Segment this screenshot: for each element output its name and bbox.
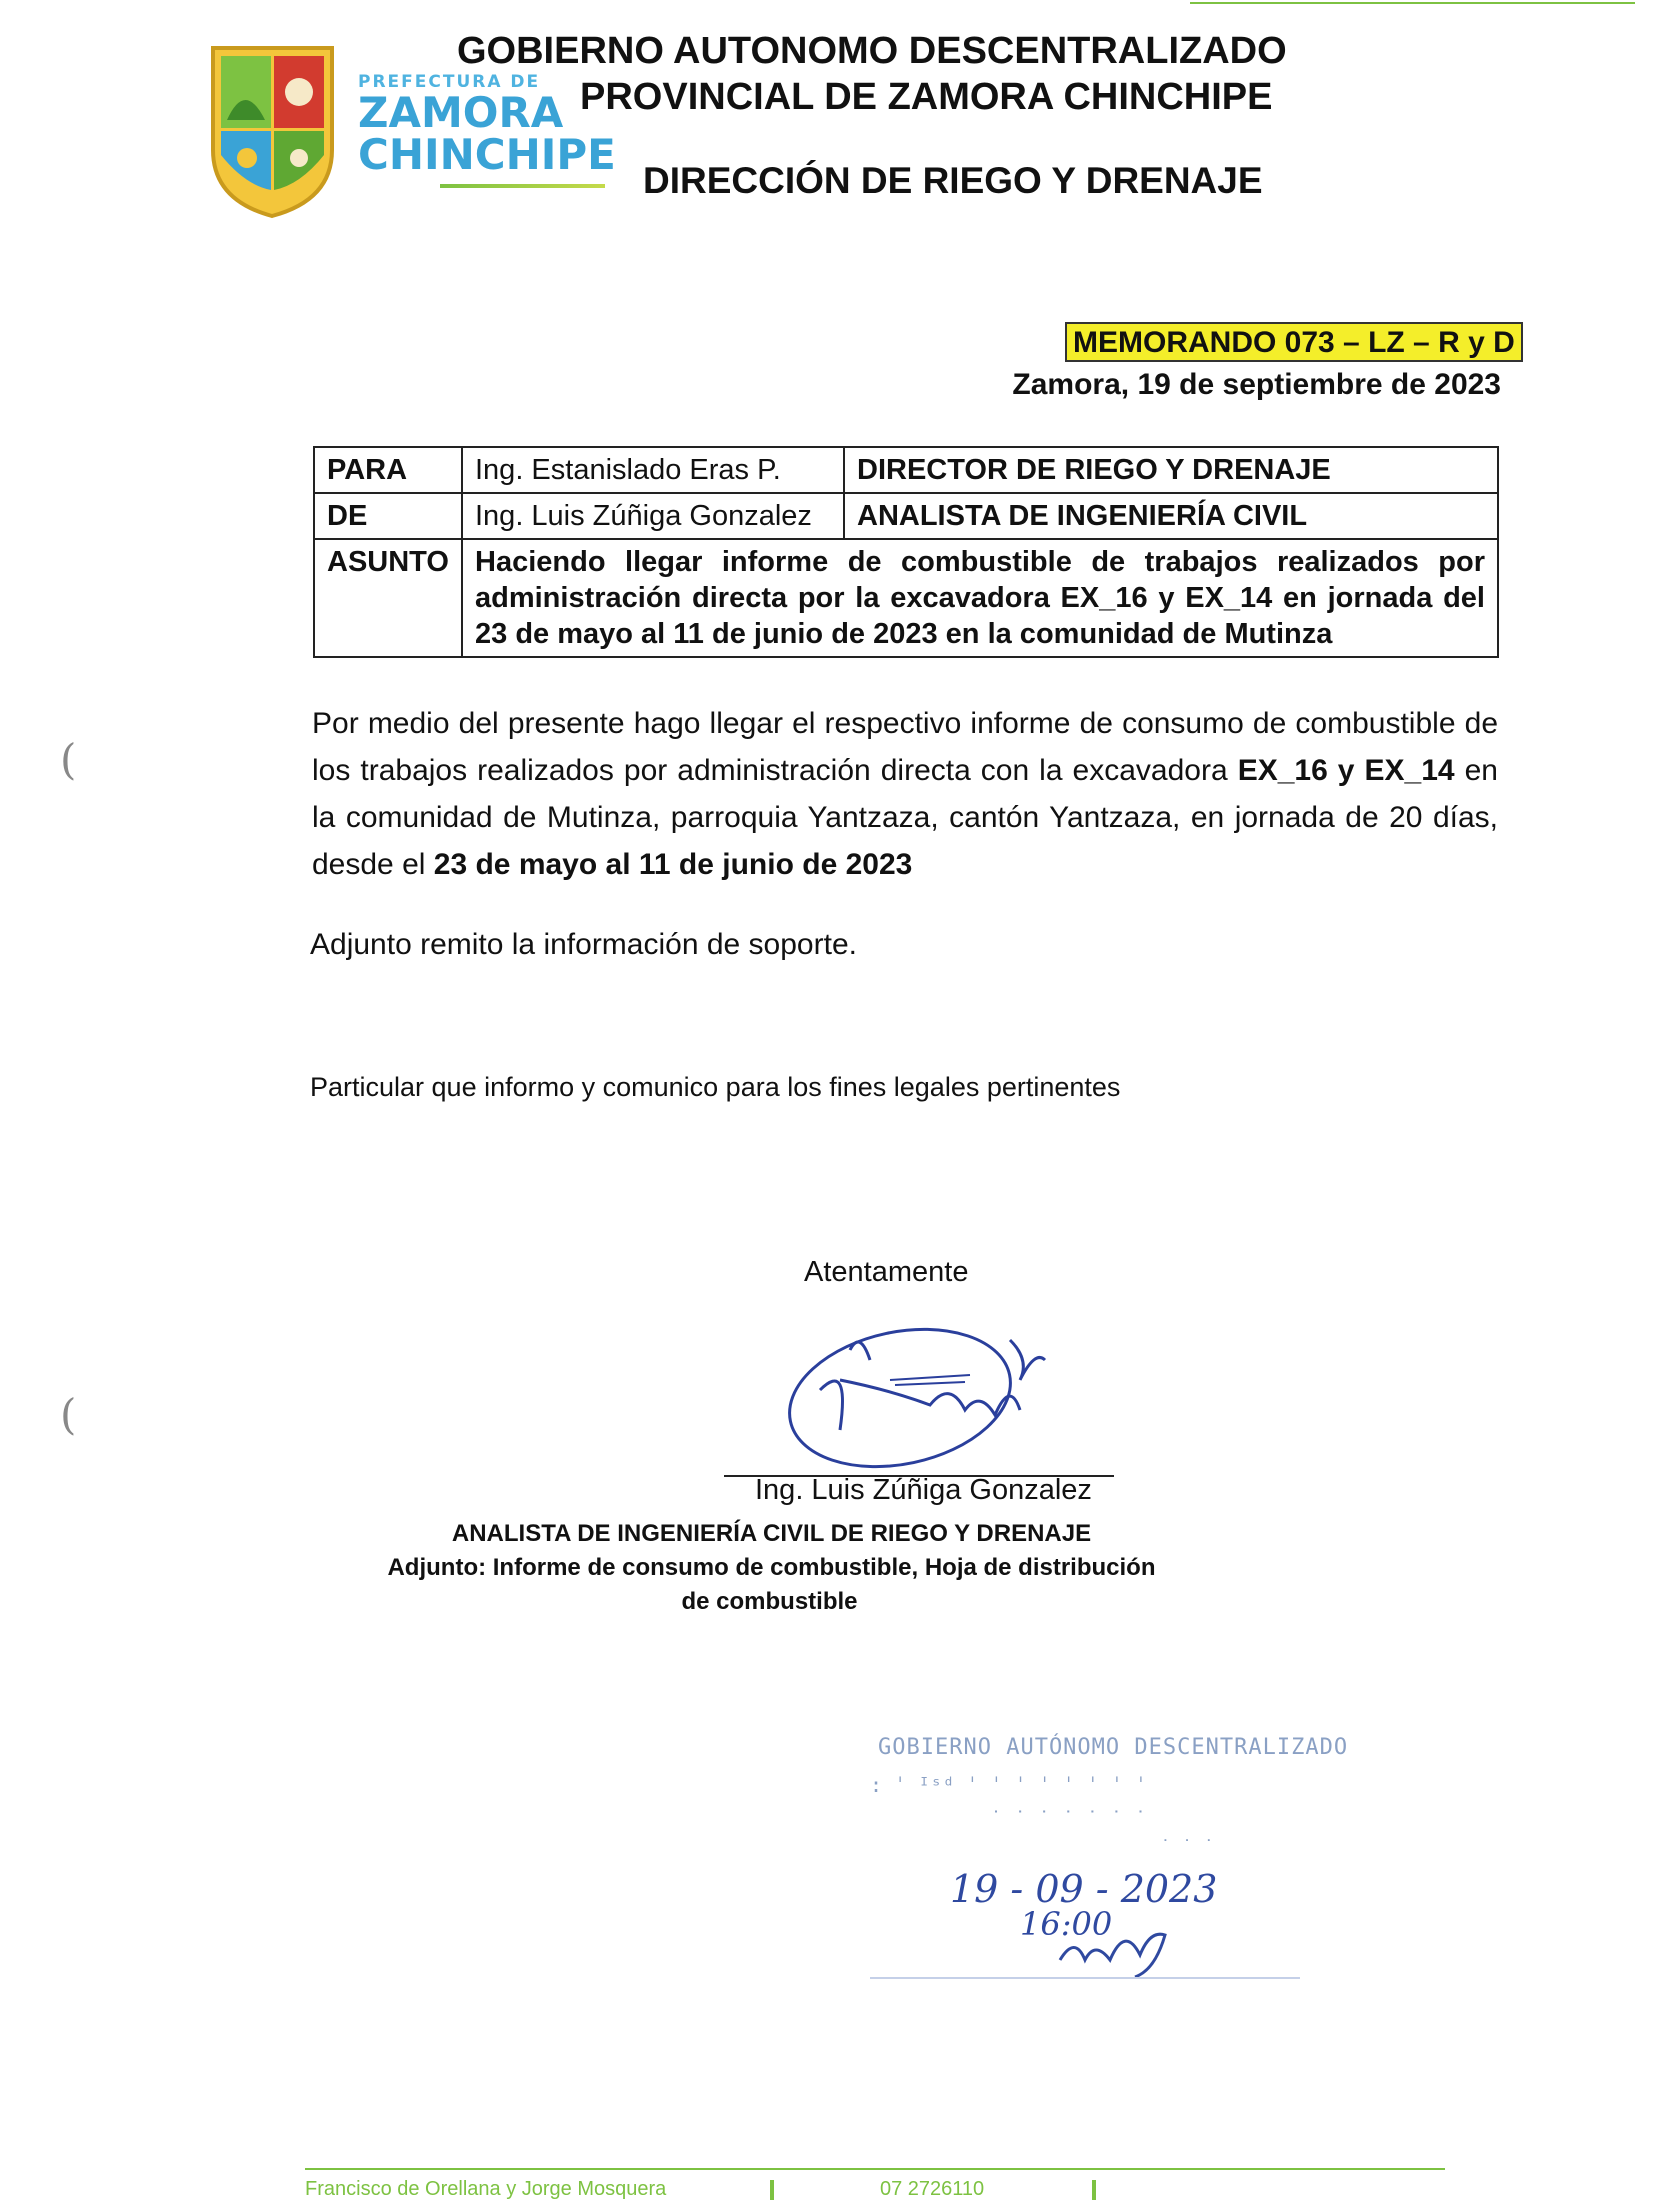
body-paragraph-1 (312, 700, 1498, 888)
attachments-text: Informe de consumo de combustible, Hoja de distribución (486, 1554, 1156, 1581)
stamp-rule (870, 1977, 1300, 1979)
stamp-faded-line: : ˈ ᴵˢᵈ ˈ ˈ ˈ ˈ ˈ ˈ ˈ ˈ (870, 1773, 1147, 1797)
body-paragraph-3: Particular que informo y comunico para los fines legales pertinentes (310, 1072, 1121, 1102)
org-title-line1: GOBIERNO AUTONOMO DESCENTRALIZADO (457, 30, 1287, 72)
department-title: DIRECCIÓN DE RIEGO Y DRENAJE (643, 160, 1263, 201)
stamp-time: 16:00 (1020, 1905, 1113, 1943)
memo-number: MEMORANDO 073 – LZ – R y D (1065, 322, 1523, 362)
closing-regards: Atentamente (804, 1256, 969, 1288)
footer-rule (305, 2168, 1445, 2170)
org-title-line2: PROVINCIAL DE ZAMORA CHINCHIPE (580, 76, 1273, 118)
footer-divider (1092, 2180, 1096, 2200)
body-p1-text-b: en la comunidad de Mutinza, parroquia Yantzaza, cantón Yantzaza, en jornada de 20 días, desde el (312, 754, 1498, 881)
reception-stamp (870, 1725, 1349, 1985)
attachments-label: Adjunto: (387, 1554, 487, 1581)
table-row (314, 447, 1498, 493)
table-row (314, 493, 1498, 539)
asunto-text: Haciendo llegar informe de combustible de trabajos realizados por administración directa por la excavadora EX_16 y EX_14 en jornada del 23 de mayo al 11 de junio de 2023 en la comunidad de Mutinza (462, 539, 1498, 657)
table-row (314, 539, 1498, 657)
prefecture-wordmark (358, 72, 616, 188)
stamp-faded-line: ˙ ˙ ˙ ˙ ˙ ˙ ˙ (990, 1807, 1147, 1831)
para-label: PARA (314, 447, 462, 493)
attachments-line1 (0, 1554, 1603, 1582)
wordmark-underline (440, 184, 605, 188)
para-name: Ing. Estanislado Eras P. (462, 447, 844, 493)
stamp-org-text: GOBIERNO AUTÓNOMO DESCENTRALIZADO (878, 1735, 1349, 1760)
top-accent-rule (1190, 2, 1635, 4)
footer-address: Francisco de Orellana y Jorge Mosquera (305, 2178, 667, 2200)
de-name: Ing. Luis Zúñiga Gonzalez (462, 493, 844, 539)
para-role: DIRECTOR DE RIEGO Y DRENAJE (844, 447, 1498, 493)
memo-date: Zamora, 19 de septiembre de 2023 (1012, 368, 1501, 401)
de-role: ANALISTA DE INGENIERÍA CIVIL (844, 493, 1498, 539)
wordmark-line2: CHINCHIPE (358, 130, 616, 179)
de-label: DE (314, 493, 462, 539)
body-paragraph-2: Adjunto remito la información de soporte. (310, 928, 857, 961)
hole-punch-mark: ( (60, 735, 77, 784)
body-p1-dates: 23 de mayo al 11 de junio de 2023 (433, 848, 913, 881)
handwritten-signature (780, 1320, 1070, 1490)
hole-punch-mark: ( (60, 1390, 77, 1439)
prefecture-shield-logo (205, 40, 340, 220)
body-p1-machines: EX_16 y EX_14 (1237, 754, 1455, 787)
wordmark-small-text: PREFECTURA DE (358, 72, 541, 92)
stamp-initials (1055, 1915, 1185, 1985)
stamp-faded-line: ˙ ˙ ˙ (1160, 1837, 1215, 1858)
signer-name: Ing. Luis Zúñiga Gonzalez (755, 1474, 1092, 1506)
wordmark-line1: ZAMORA (358, 88, 564, 137)
footer-divider (770, 2180, 774, 2200)
body-p1-text-a: Por medio del presente hago llegar el respectivo informe de consumo de combustible de los trabajos realizados por administración directa con la excavadora (312, 707, 1498, 787)
footer-phone: 07 2726110 (880, 2178, 985, 2200)
signer-title: ANALISTA DE INGENIERÍA CIVIL DE RIEGO Y DRENAJE (451, 1520, 1092, 1547)
memo-info-table (313, 446, 1499, 658)
stamp-date: 19 - 09 - 2023 (950, 1867, 1218, 1911)
attachments-line2: de combustible (681, 1588, 858, 1615)
asunto-label: ASUNTO (314, 539, 462, 657)
